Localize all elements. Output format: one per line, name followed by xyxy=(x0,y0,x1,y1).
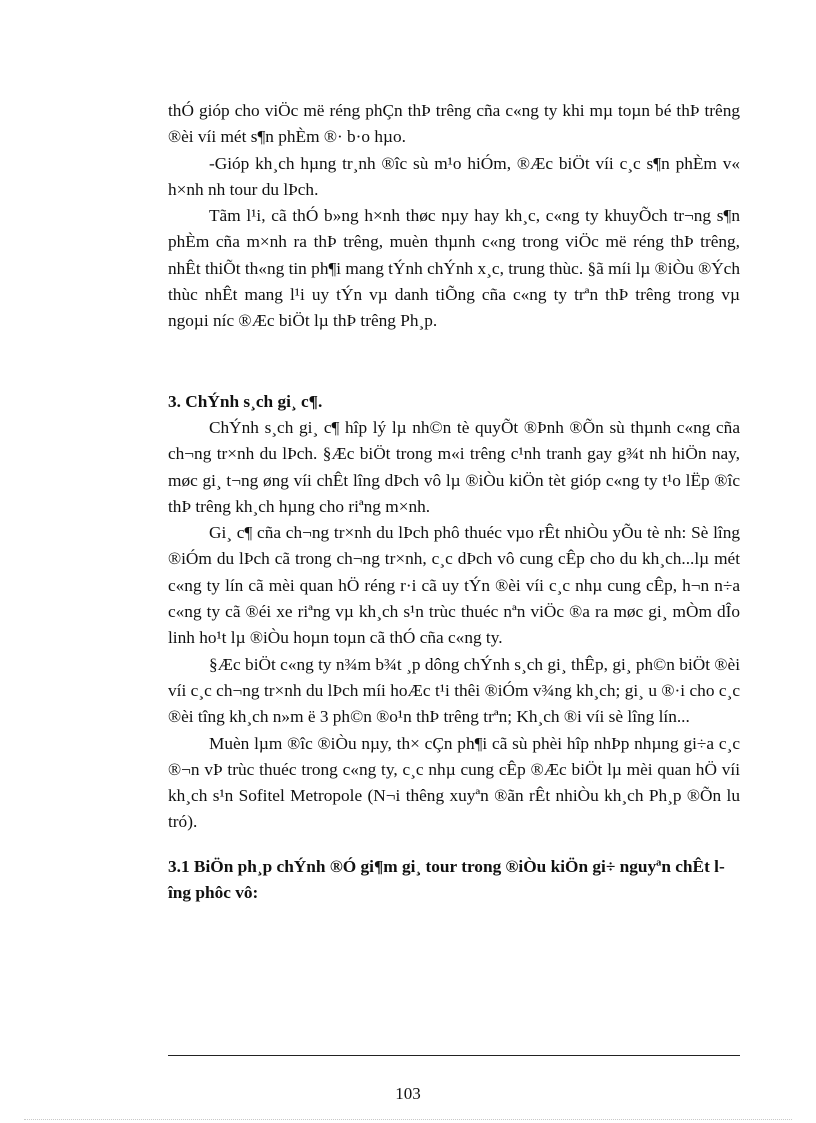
page-bottom-edge xyxy=(24,1119,792,1120)
section-3-1-heading: 3.1 BiÖn ph¸p chÝnh ®Ó gi¶m gi¸ tour trong ®iÒu kiÖn gi÷ nguyªn chÊt lîng phôc vô: xyxy=(168,856,725,903)
footer-rule xyxy=(168,1055,740,1056)
paragraph-market-expansion: thÓ gióp cho viÖc më réng phÇn thÞ trêng cña c«ng ty khi mµ toµn bé thÞ trêng ®èi víi mét s¶n phÈm ®· b·o hµo. xyxy=(168,101,740,147)
paragraph-summary: Tãm l¹i, cã thÓ b»ng h×nh thøc nµy hay kh¸c, c«ng ty khuyÕch tr¬ng s¶n phÈm cña m×nh ra thÞ trêng, muèn thµnh c«ng trong viÖc më réng thÞ trêng, nhÊt thiÕt th«ng tin ph¶i mang tÝnh chÝnh x¸c, trung thùc. §ã míi lµ ®iÒu ®Ých thùc nhÊt mang l¹i uy tÝn vµ danh tiÕng cña c«ng ty trªn thÞ trêng trong vµ ngoµi níc ®Æc biÖt lµ thÞ trêng Ph¸p. xyxy=(168,206,740,331)
paragraph-pricing-policy: ChÝnh s¸ch gi¸ c¶ hîp lý lµ nh©n tè quyÕt ®Þnh ®Õn sù thµnh c«ng cña ch¬ng tr×nh du lÞch. §Æc biÖt trong m«i trêng c¹nh tranh gay g¾t nh hiÖn nay, møc gi¸ t¬ng øng víi chÊt lîng dÞch vô lµ ®iÒu kiÖn tèt gióp c«ng ty t¹o lËp ®îc thÞ trêng kh¸ch hµng cho riªng m×nh. xyxy=(168,417,740,516)
paragraph-customer-risk: -Gióp kh¸ch hµng tr¸nh ®îc sù m¹o hiÓm, ®Æc biÖt víi c¸c s¶n phÈm v« h×nh nh tour du lÞch. xyxy=(168,153,740,199)
page-body xyxy=(168,98,740,906)
paragraph-discount-policy: §Æc biÖt c«ng ty n¾m b¾t ¸p dông chÝnh s¸ch gi¸ thÊp, gi¸ ph©n biÖt ®èi víi c¸c ch¬ng tr×nh du lÞch míi hoÆc t¹i thêi ®iÓm v¾ng kh¸ch; gi¸ u ®·i cho c¸c ®èi tîng kh¸ch n»m ë 3 ph©n ®o¹n thÞ trêng trªn; Kh¸ch ®i víi sè lîng lín... xyxy=(168,654,740,727)
page-number: 103 xyxy=(395,1084,421,1103)
paragraph-price-factors: Gi¸ c¶ cña ch¬ng tr×nh du lÞch phô thuéc vµo rÊt nhiÒu yÕu tè nh: Sè lîng ®iÓm du lÞch cã trong ch¬ng tr×nh, c¸c dÞch vô cung cÊp cho du kh¸ch...lµ mét c«ng ty lín cã mèi quan hÖ réng r·i cã uy tÝn ®èi víi c¸c nhµ cung cÊp, h¬n n÷a c«ng ty cã ®éi xe riªng vµ kh¸ch s¹n trùc thuéc nªn viÖc ®a ra møc gi¸ mÒm dÎo linh ho¹t lµ ®iÒu hoµn toµn cã thÓ cña c«ng ty. xyxy=(168,523,740,648)
paragraph-coordination: Muèn lµm ®îc ®iÒu nµy, th× cÇn ph¶i cã sù phèi hîp nhÞp nhµng gi÷a c¸c ®¬n vÞ trùc thuéc trong c«ng ty, c¸c nhµ cung cÊp ®Æc biÖt lµ mèi quan hÖ víi kh¸ch s¹n Sofitel Metropole (N¬i thêng xuyªn ®ãn rÊt nhiÒu kh¸ch Ph¸p ®Õn lu tró). xyxy=(168,733,740,832)
section-3-heading: 3. ChÝnh s¸ch gi¸ c¶. xyxy=(168,391,323,411)
